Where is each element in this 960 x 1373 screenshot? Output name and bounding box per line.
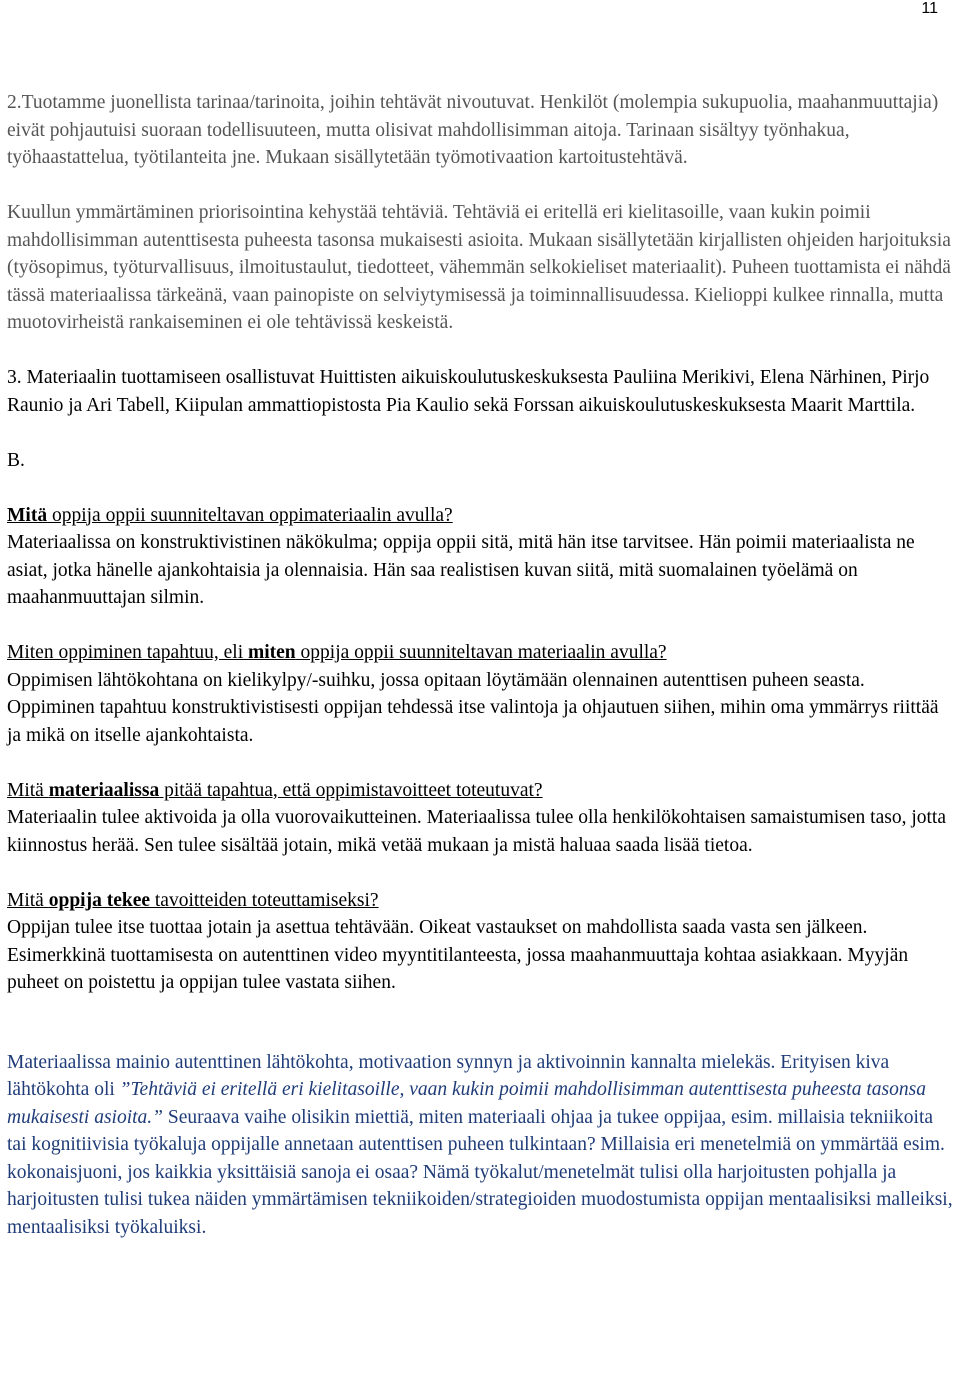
- answer-what-learned: Materiaalissa on konstruktivistinen näkökulma; oppija oppii sitä, mitä hän itse tarvitsee. Hän poimii materiaalista ne asiat, jotka hänelle ajankohtaisia ja olennaisia. Hän saa realistisen kuvan siitä, mitä suomalainen työelämä on maahanmuuttajan silmin.: [7, 532, 915, 608]
- answer-how-learning: Oppimisen lähtökohtana on kielikylpy/-suihku, jossa opitaan löytämään olennainen autenttisen puheen seasta. Oppiminen tapahtuu konstruktivistisesti oppijan tehdessä itse valintoja ja ohjautuen siihen, mihin oma ymmärrys riittää ja mikä on itselle ajankohtaista.: [7, 669, 939, 746]
- question-text: Mitä: [7, 779, 49, 801]
- section3-paragraph: 3. Materiaalin tuottamiseen osallistuvat Huittisten aikuiskoulutuskeskuksesta Pauliina Merikivi, Elena Närhinen, Pirjo Raunio ja Ari Tabell, Kiipulan ammattiopistosta Pia Kaulio sekä Forssan aikuiskoulutuskeskuksesta Maarit Marttila.: [7, 367, 930, 416]
- question-what-learned: [7, 502, 955, 530]
- question-how-learning: [7, 639, 955, 667]
- question-text: tavoitteiden toteuttamiseksi?: [150, 889, 379, 911]
- section-b-label: B.: [7, 449, 25, 471]
- question-emphasis: oppija tekee: [48, 889, 150, 911]
- question-emphasis: materiaalissa: [48, 779, 160, 801]
- document-body: [7, 89, 955, 1241]
- question-material-requirements: [7, 777, 955, 805]
- question-text: Mitä: [7, 889, 49, 911]
- question-learner-actions: [7, 887, 955, 915]
- section2-paragraph2: Kuullun ymmärtäminen priorisointina kehystää tehtäviä. Tehtäviä ei eritellä eri kielitasoille, vaan kukin poimii mahdollisimman autenttisesta puheesta tasonsa mukaisesti asioita. Mukaan sisällytetään kirjallisten ohjeiden harjoituksia (työsopimus, työturvallisuus, ilmoitustaulut, tiedotteet, vähemmän selkokieliset materiaalit). Puheen tuottamista ei nähdä tässä materiaalissa tärkeänä, vaan painopiste on selviytymisessä ja toiminnallisuudessa. Kielioppi kulkee rinnalla, mutta muotovirheistä rankaiseminen ei ole tehtävissä keskeistä.: [7, 202, 951, 333]
- review-text: Seuraava vaihe olisikin miettiä, miten materiaali ohjaa ja tukee oppijaa, esim. millaisia tekniikoita tai kognitiivisia työkaluja oppijalle annetaan autenttisen puheen tulkintaan? Millaisia eri menetelmiä on ymmärtää esim. kokonaisjuoni, jos kaikkia yksittäisiä sanoja ei osaa? Nämä työkalut/menetelmät tulisi olla harjoitusten pohjalla ja harjoitusten tulisi tukea näiden ymmärtämisen tekniikoiden/strategioiden muodostumista oppijan mentaalisiksi malleiksi, mentaalisiksi työkaluiksi.: [7, 1106, 953, 1238]
- review-quote: ”Tehtäviä ei eritellä eri kielitasoille, vaan kukin poimii mahdollisimman autenttisesta puheesta tasonsa mukaisesti asioita.”: [7, 1079, 926, 1128]
- question-text: oppija oppii suunniteltavan oppimateriaalin avulla?: [47, 504, 453, 526]
- question-text: Miten oppiminen tapahtuu, eli: [7, 642, 248, 663]
- question-emphasis: miten: [248, 642, 296, 663]
- page-number: 11: [921, 0, 938, 17]
- review-text: Materiaalissa mainio autenttinen lähtökohta, motivaation synnyn ja aktivoinnin kannalta mielekäs. Erityisen kiva lähtökohta oli: [7, 1051, 890, 1100]
- question-text: oppija oppii suunniteltavan materiaalin avulla?: [295, 642, 667, 663]
- section2-paragraph1: 2.Tuotamme juonellista tarinaa/tarinoita, joihin tehtävät nivoutuvat. Henkilöt (molempia sukupuolia, maahanmuuttajia) eivät pohjautuisi suoraan todellisuuteen, mutta olisivat mahdollisimman aitoja. Tarinaan sisältyy työnhakua, työhaastattelua, työtilanteita jne. Mukaan sisällytetään työmotivaation kartoitustehtävä.: [7, 92, 939, 168]
- answer-material-requirements: Materiaalin tulee aktivoida ja olla vuorovaikutteinen. Materiaalissa tulee olla henkilökohtaisen samaistumisen taso, jotta kiinnostus herää. Sen tulee sisältää jotain, mikä vetää mukaan ja mistä haluaa saada lisää tietoa.: [7, 807, 946, 856]
- question-emphasis: Mitä: [7, 504, 48, 526]
- question-text: pitää tapahtua, että oppimistavoitteet toteutuvat?: [159, 779, 543, 801]
- reviewer-comment: [7, 1049, 955, 1242]
- answer-learner-actions: Oppijan tulee itse tuottaa jotain ja asettua tehtävään. Oikeat vastaukset on mahdollista saada vasta sen jälkeen. Esimerkkinä tuottamisesta on autenttinen video myyntitilanteesta, jossa maahanmuuttaja kohtaa asiakkaan. Myyjän puheet on poistettu ja oppijan tulee vastata siihen.: [7, 917, 909, 993]
